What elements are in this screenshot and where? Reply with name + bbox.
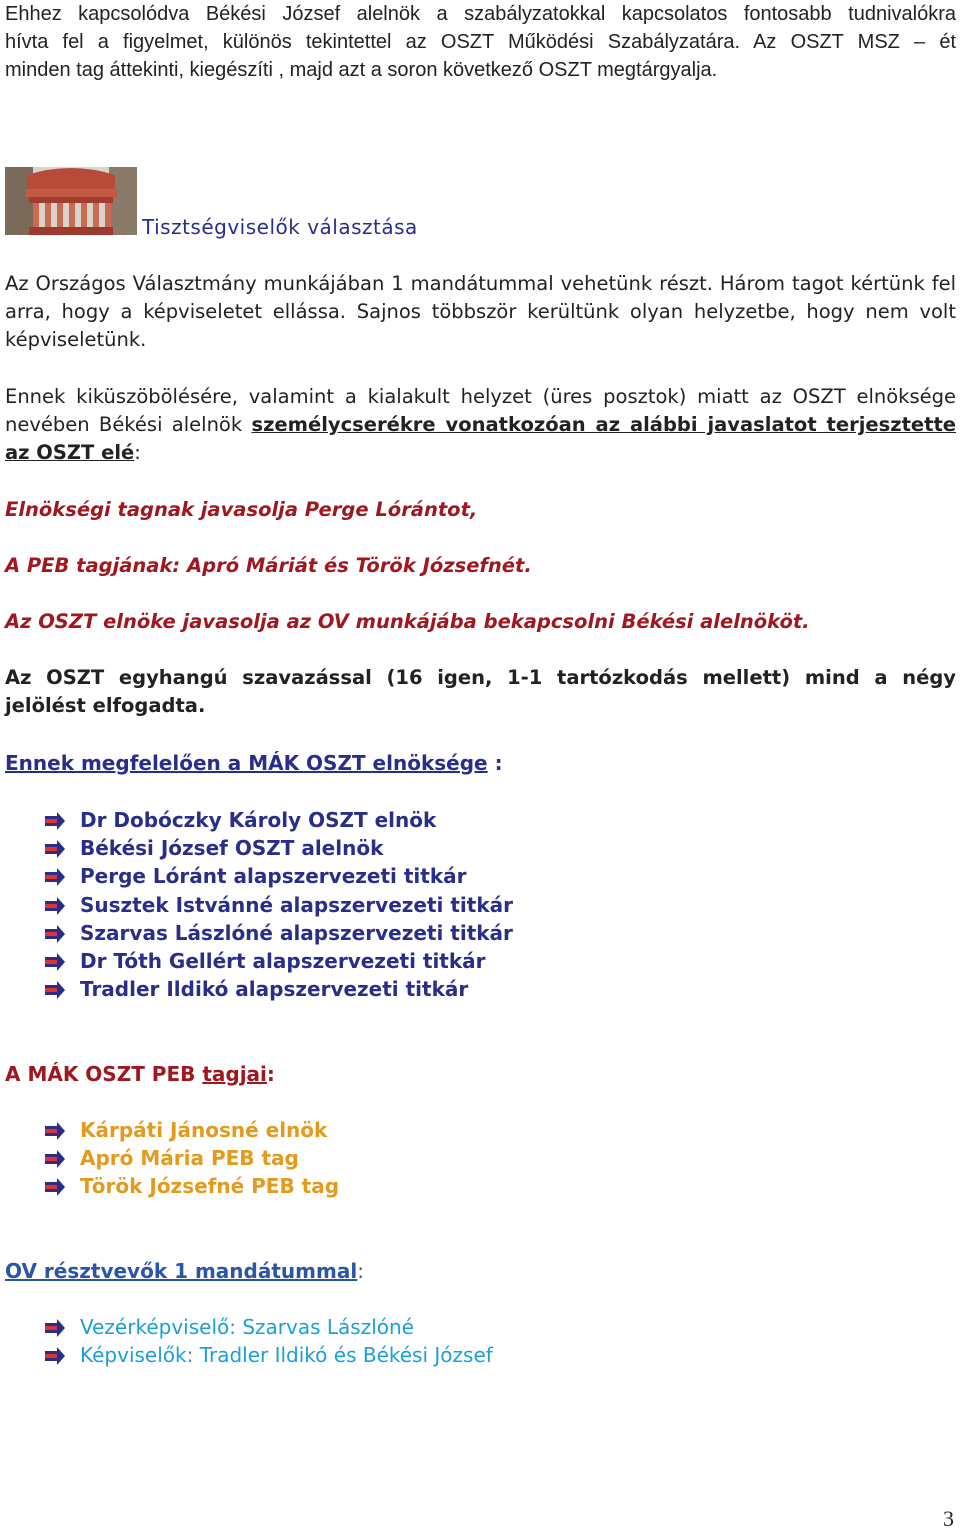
list-item — [5, 806, 905, 834]
arrow-bullet-icon — [43, 925, 67, 943]
paragraph-proposal-intro — [5, 383, 956, 467]
list-item-label: Dr Tóth Gellért alapszervezeti titkár — [80, 948, 486, 973]
proposal-peb-members: A PEB tagjának: Apró Máriát és Török Józsefnét. — [5, 554, 532, 577]
list-item-label: Susztek Istvánné alapszervezeti titkár — [80, 892, 513, 917]
list-item-label: Képviselők: Tradler Ildikó és Békési József — [80, 1343, 493, 1368]
arrow-bullet-icon — [43, 868, 67, 886]
ov-heading-suffix: : — [357, 1259, 364, 1283]
arrow-bullet-icon — [43, 1122, 67, 1140]
peb-heading-suffix: : — [266, 1062, 275, 1086]
vote-result: Az OSZT egyhangú szavazással (16 igen, 1-1 tartózkodás mellett) mind a négy jelölést elfogadta. — [5, 666, 956, 717]
list-item — [5, 834, 905, 862]
ov-heading-text: OV résztvevők 1 mandátummal — [5, 1259, 358, 1283]
list-item — [5, 975, 905, 1003]
list-item-label: Dr Dobóczky Károly OSZT elnök — [80, 808, 437, 832]
list-item — [5, 1116, 905, 1144]
ornate-building-photo-icon — [5, 167, 137, 235]
peb-heading — [5, 1060, 275, 1088]
intro-paragraph — [5, 0, 956, 84]
arrow-bullet-icon — [43, 840, 67, 858]
arrow-bullet-icon — [43, 953, 67, 971]
arrow-bullet-icon — [43, 812, 67, 830]
list-item — [5, 1341, 905, 1369]
board-list — [5, 806, 905, 1003]
list-item-label: Török Józsefné PEB tag — [80, 1174, 340, 1199]
list-item — [5, 1144, 905, 1172]
arrow-bullet-icon — [43, 897, 67, 915]
proposal-intro-suffix: : — [134, 441, 141, 464]
peb-heading-text: A MÁK OSZT PEB — [5, 1062, 203, 1086]
page-number: 3 — [943, 1506, 954, 1531]
list-item-label: Békési József OSZT alelnök — [80, 836, 384, 861]
board-heading-suffix: : — [487, 751, 503, 775]
proposal-intro-underlined: személycserékre vonatkozóan az alábbi javaslatot terjesztette az OSZT elé — [5, 413, 956, 464]
arrow-bullet-icon — [43, 981, 67, 999]
list-item-label: Tradler Ildikó alapszervezeti titkár — [80, 977, 469, 1002]
peb-list — [5, 1116, 905, 1201]
list-item-label: Perge Lóránt alapszervezeti titkár — [80, 864, 467, 889]
list-item — [5, 891, 905, 919]
list-item-label: Kárpáti Jánosné elnök — [80, 1118, 328, 1142]
heading-photo — [5, 167, 137, 235]
list-item — [5, 1172, 905, 1200]
arrow-bullet-icon — [43, 1319, 67, 1337]
peb-heading-underlined: tagjai — [202, 1062, 267, 1086]
proposal-board-member: Elnökségi tagnak javasolja Perge Lórántot, — [5, 498, 478, 521]
list-item — [5, 919, 905, 947]
section-heading: Tisztségviselők választása — [142, 215, 418, 239]
board-heading-text: Ennek megfelelően a MÁK OSZT elnöksége — [5, 751, 488, 775]
arrow-bullet-icon — [43, 1178, 67, 1196]
board-heading — [5, 749, 503, 777]
list-item-label: Szarvas Lászlóné alapszervezeti titkár — [80, 920, 513, 945]
list-item-label: Apró Mária PEB tag — [80, 1146, 299, 1171]
list-item — [5, 862, 905, 890]
intro-line-2: hívta fel a figyelmet, különös tekintettel az OSZT Működési Szabályzatára. Az OSZT MSZ – ét — [5, 31, 956, 53]
arrow-bullet-icon — [43, 1347, 67, 1365]
ov-list — [5, 1313, 905, 1369]
paragraph-ov-participation: Az Országos Választmány munkájában 1 mandátummal vehetünk részt. Három tagot kértünk fel arra, hogy a képviseletet ellássa. Sajnos többször kerültünk olyan helyzetbe, hogy nem volt képviseletünk. — [5, 272, 956, 351]
proposal-intro-text: Ennek kiküszöbölésére, valamint a kialakult helyzet (üres posztok) miatt az OSZT elnöksége nevében Békési alelnök — [5, 385, 956, 436]
proposal-ov-member: Az OSZT elnöke javasolja az OV munkájába bekapcsolni Békési alelnököt. — [5, 610, 810, 633]
list-item — [5, 1313, 905, 1341]
arrow-bullet-icon — [43, 1150, 67, 1168]
intro-line-1: Ehhez kapcsolódva Békési József alelnök a szabályzatokkal kapcsolatos fontosabb tudnivalókra — [5, 3, 956, 25]
list-item-label: Vezérképviselő: Szarvas Lászlóné — [80, 1315, 414, 1339]
list-item — [5, 947, 905, 975]
intro-line-3: minden tag áttekinti, kiegészíti , majd azt a soron következő OSZT megtárgyalja. — [5, 59, 718, 81]
ov-heading — [5, 1257, 364, 1285]
